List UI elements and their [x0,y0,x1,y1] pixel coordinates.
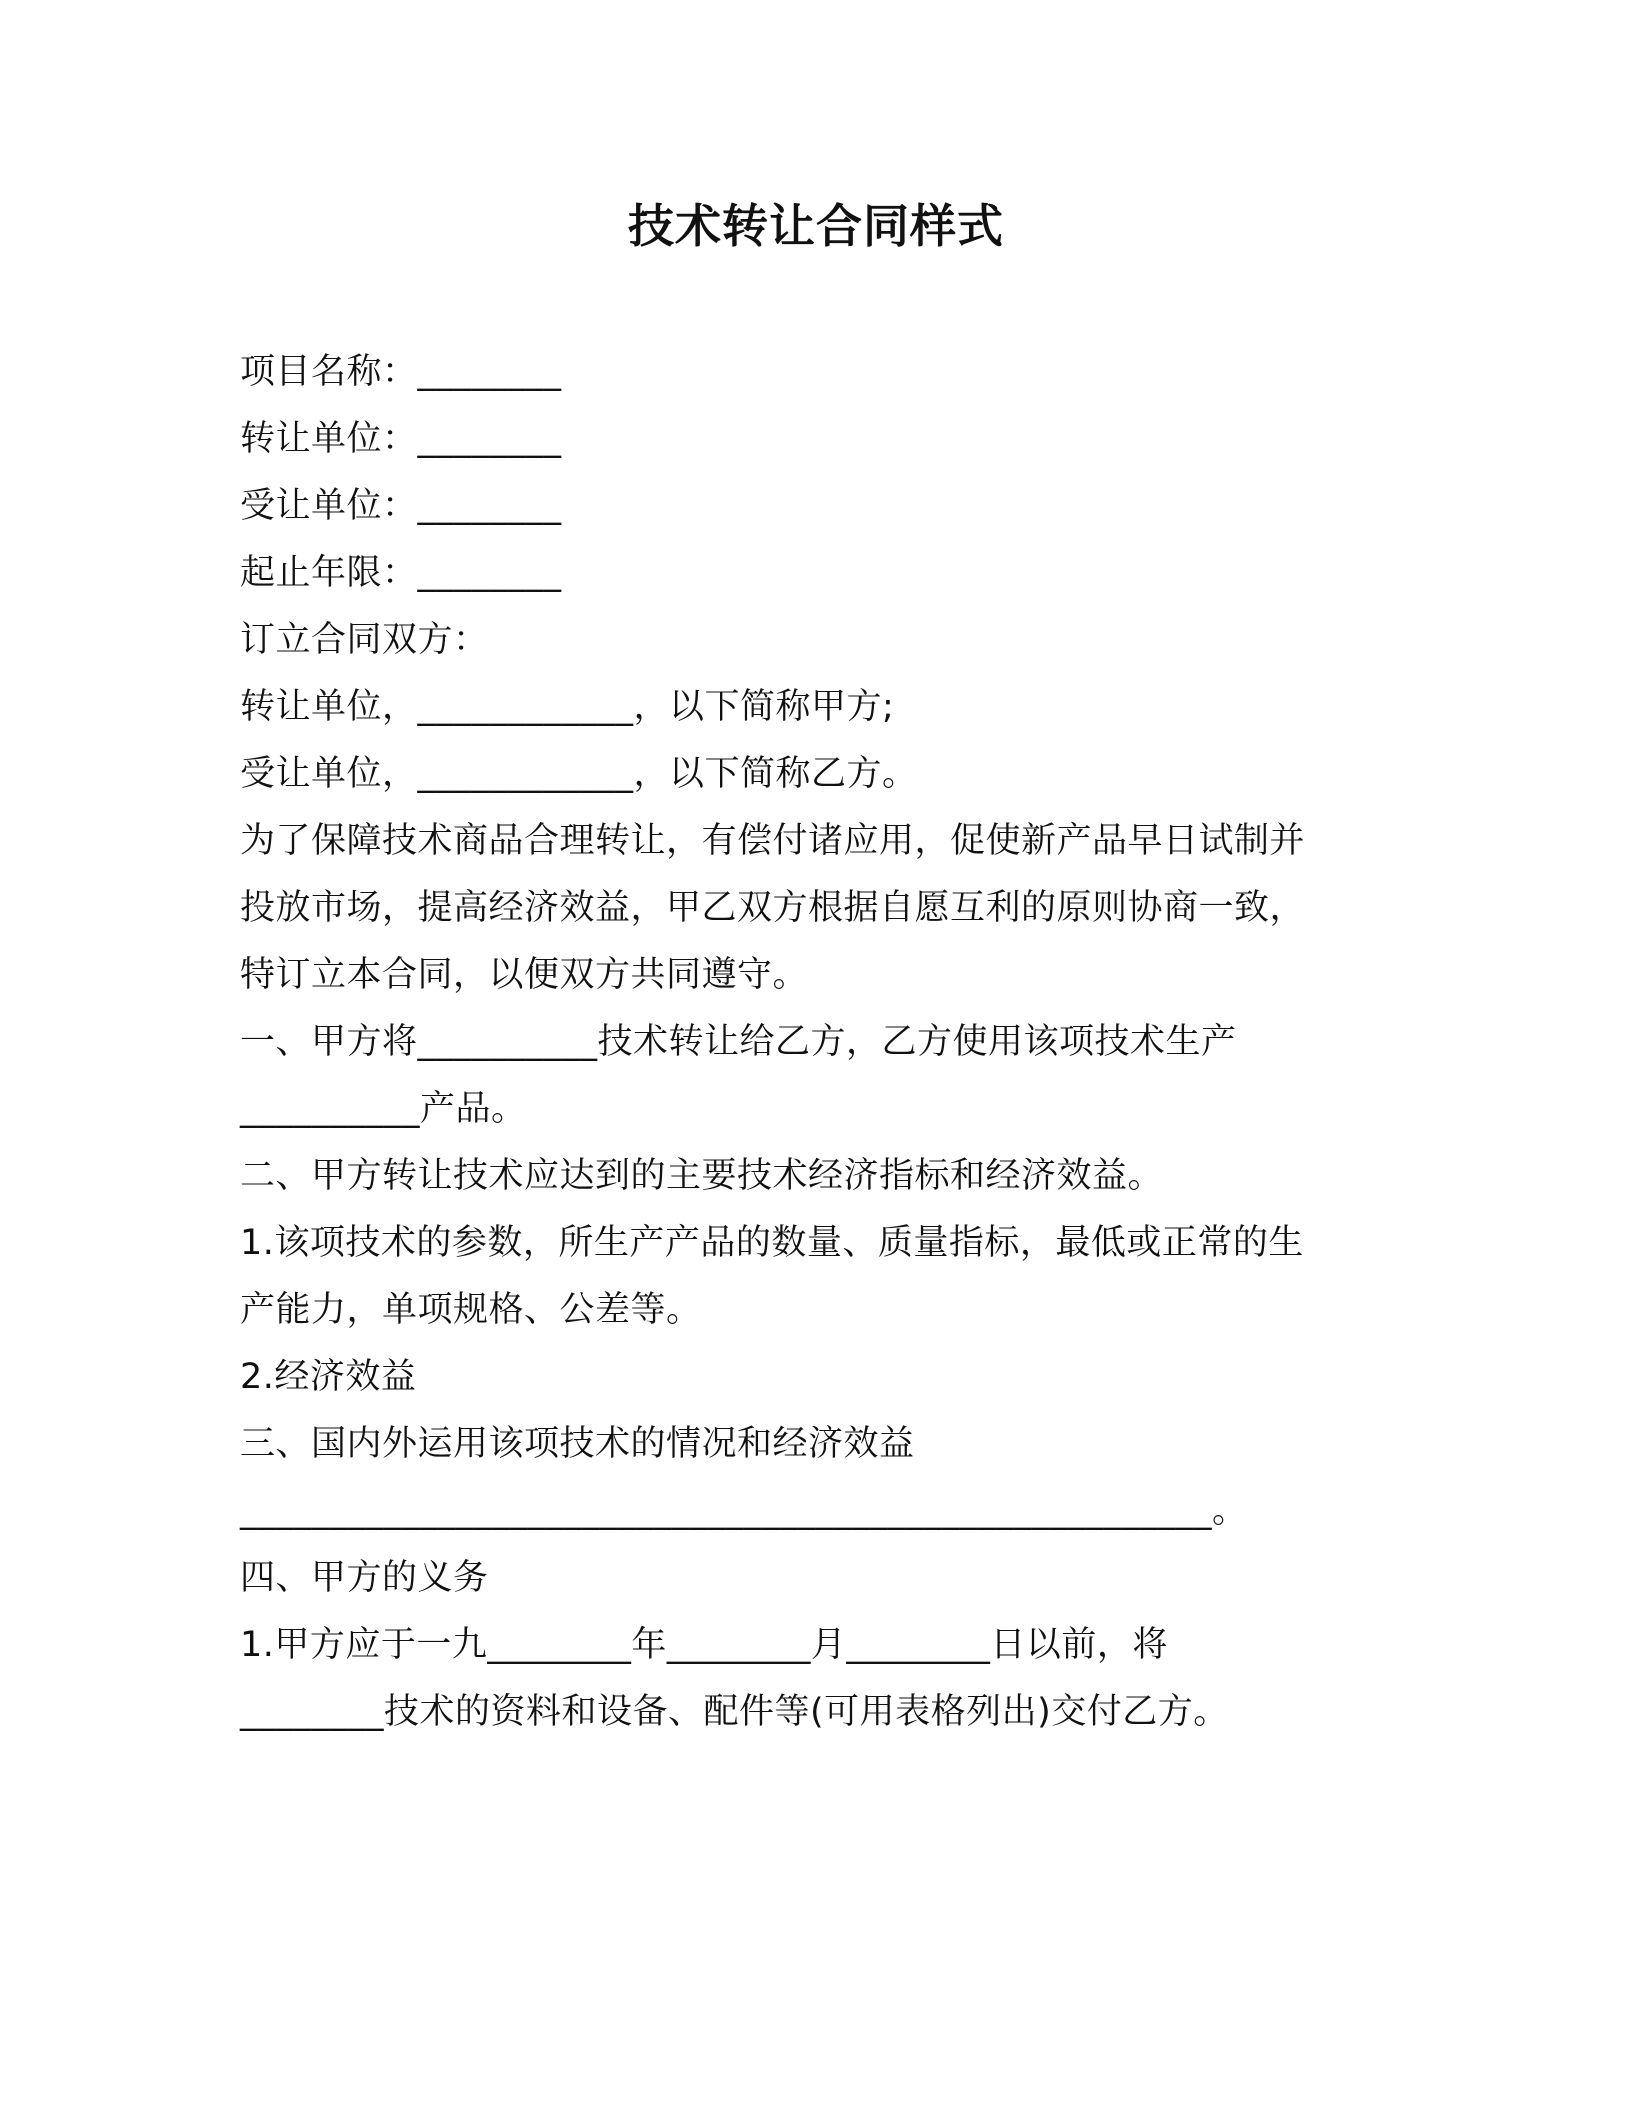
field-project-name: 项目名称：________ [240,352,562,392]
clause-4-item-1-line-2: ________技术的资料和设备、配件等(可用表格列出)交付乙方。 [240,1692,1229,1732]
clause-2-item-2: 2.经济效益 [240,1357,417,1397]
clause-1-line-2: __________产品。 [240,1089,527,1129]
clause-1-line-1: 一、甲方将__________技术转让给乙方，乙方使用该项技术生产 [240,1022,1237,1062]
field-transferee: 受让单位：________ [240,486,562,526]
clause-4-heading: 四、甲方的义务 [240,1558,489,1598]
contract-body [240,339,1370,1746]
clause-3-blank-line: ______________________________________________________。 [240,1491,1248,1531]
field-term: 起止年限：________ [240,553,562,593]
document-title: 技术转让合同样式 [628,199,1004,253]
preamble-line-3: 特订立本合同，以便双方共同遵守。 [240,955,809,995]
clause-3-heading: 三、国内外运用该项技术的情况和经济效益 [240,1424,915,1464]
field-transferor: 转让单位：________ [240,419,562,459]
party-b-line: 受让单位，____________，以下简称乙方。 [240,754,918,794]
clause-2-item-1-line-1: 1.该项技术的参数，所生产产品的数量、质量指标，最低或正常的生 [240,1223,1304,1263]
preamble-line-1: 为了保障技术商品合理转让，有偿付诸应用，促使新产品早日试制并 [240,821,1306,861]
preamble-line-2: 投放市场，提高经济效益，甲乙双方根据自愿互利的原则协商一致， [240,888,1306,928]
party-a-line: 转让单位，____________，以下简称甲方; [240,687,895,727]
clause-2-item-1-line-2: 产能力，单项规格、公差等。 [240,1290,702,1330]
clause-4-item-1-line-1: 1.甲方应于一九________年________月________日以前，将 [240,1625,1168,1665]
clause-2-heading: 二、甲方转让技术应达到的主要技术经济指标和经济效益。 [240,1156,1164,1196]
parties-heading: 订立合同双方： [240,620,489,660]
